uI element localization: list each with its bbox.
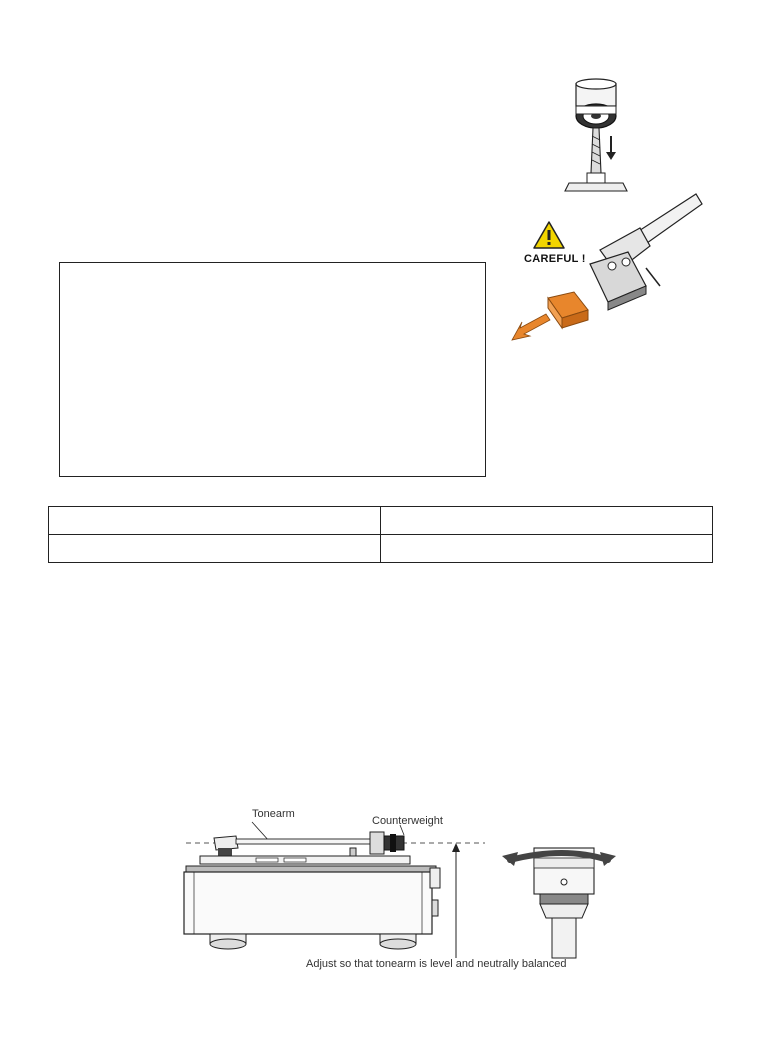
table-cell: [381, 535, 713, 563]
table-cell: [381, 507, 713, 535]
table-row: [49, 535, 713, 563]
tonearm-label: Tonearm: [252, 808, 295, 820]
counterweight-label: Counterweight: [372, 815, 443, 827]
warning-icon: [532, 220, 566, 250]
careful-label: CAREFUL !: [524, 253, 586, 265]
stylus-guard-removal-illustration: [508, 190, 703, 355]
spec-table: [48, 506, 713, 563]
table-cell: [49, 507, 381, 535]
diagram-caption: Adjust so that tonearm is level and neutrally balanced: [306, 958, 567, 970]
counterweight-install-illustration: [555, 78, 645, 193]
table-cell: [49, 535, 381, 563]
note-box: [59, 262, 486, 477]
turntable-balance-diagram: [180, 808, 620, 978]
table-row: [49, 507, 713, 535]
counterweight-closeup: [502, 848, 616, 958]
